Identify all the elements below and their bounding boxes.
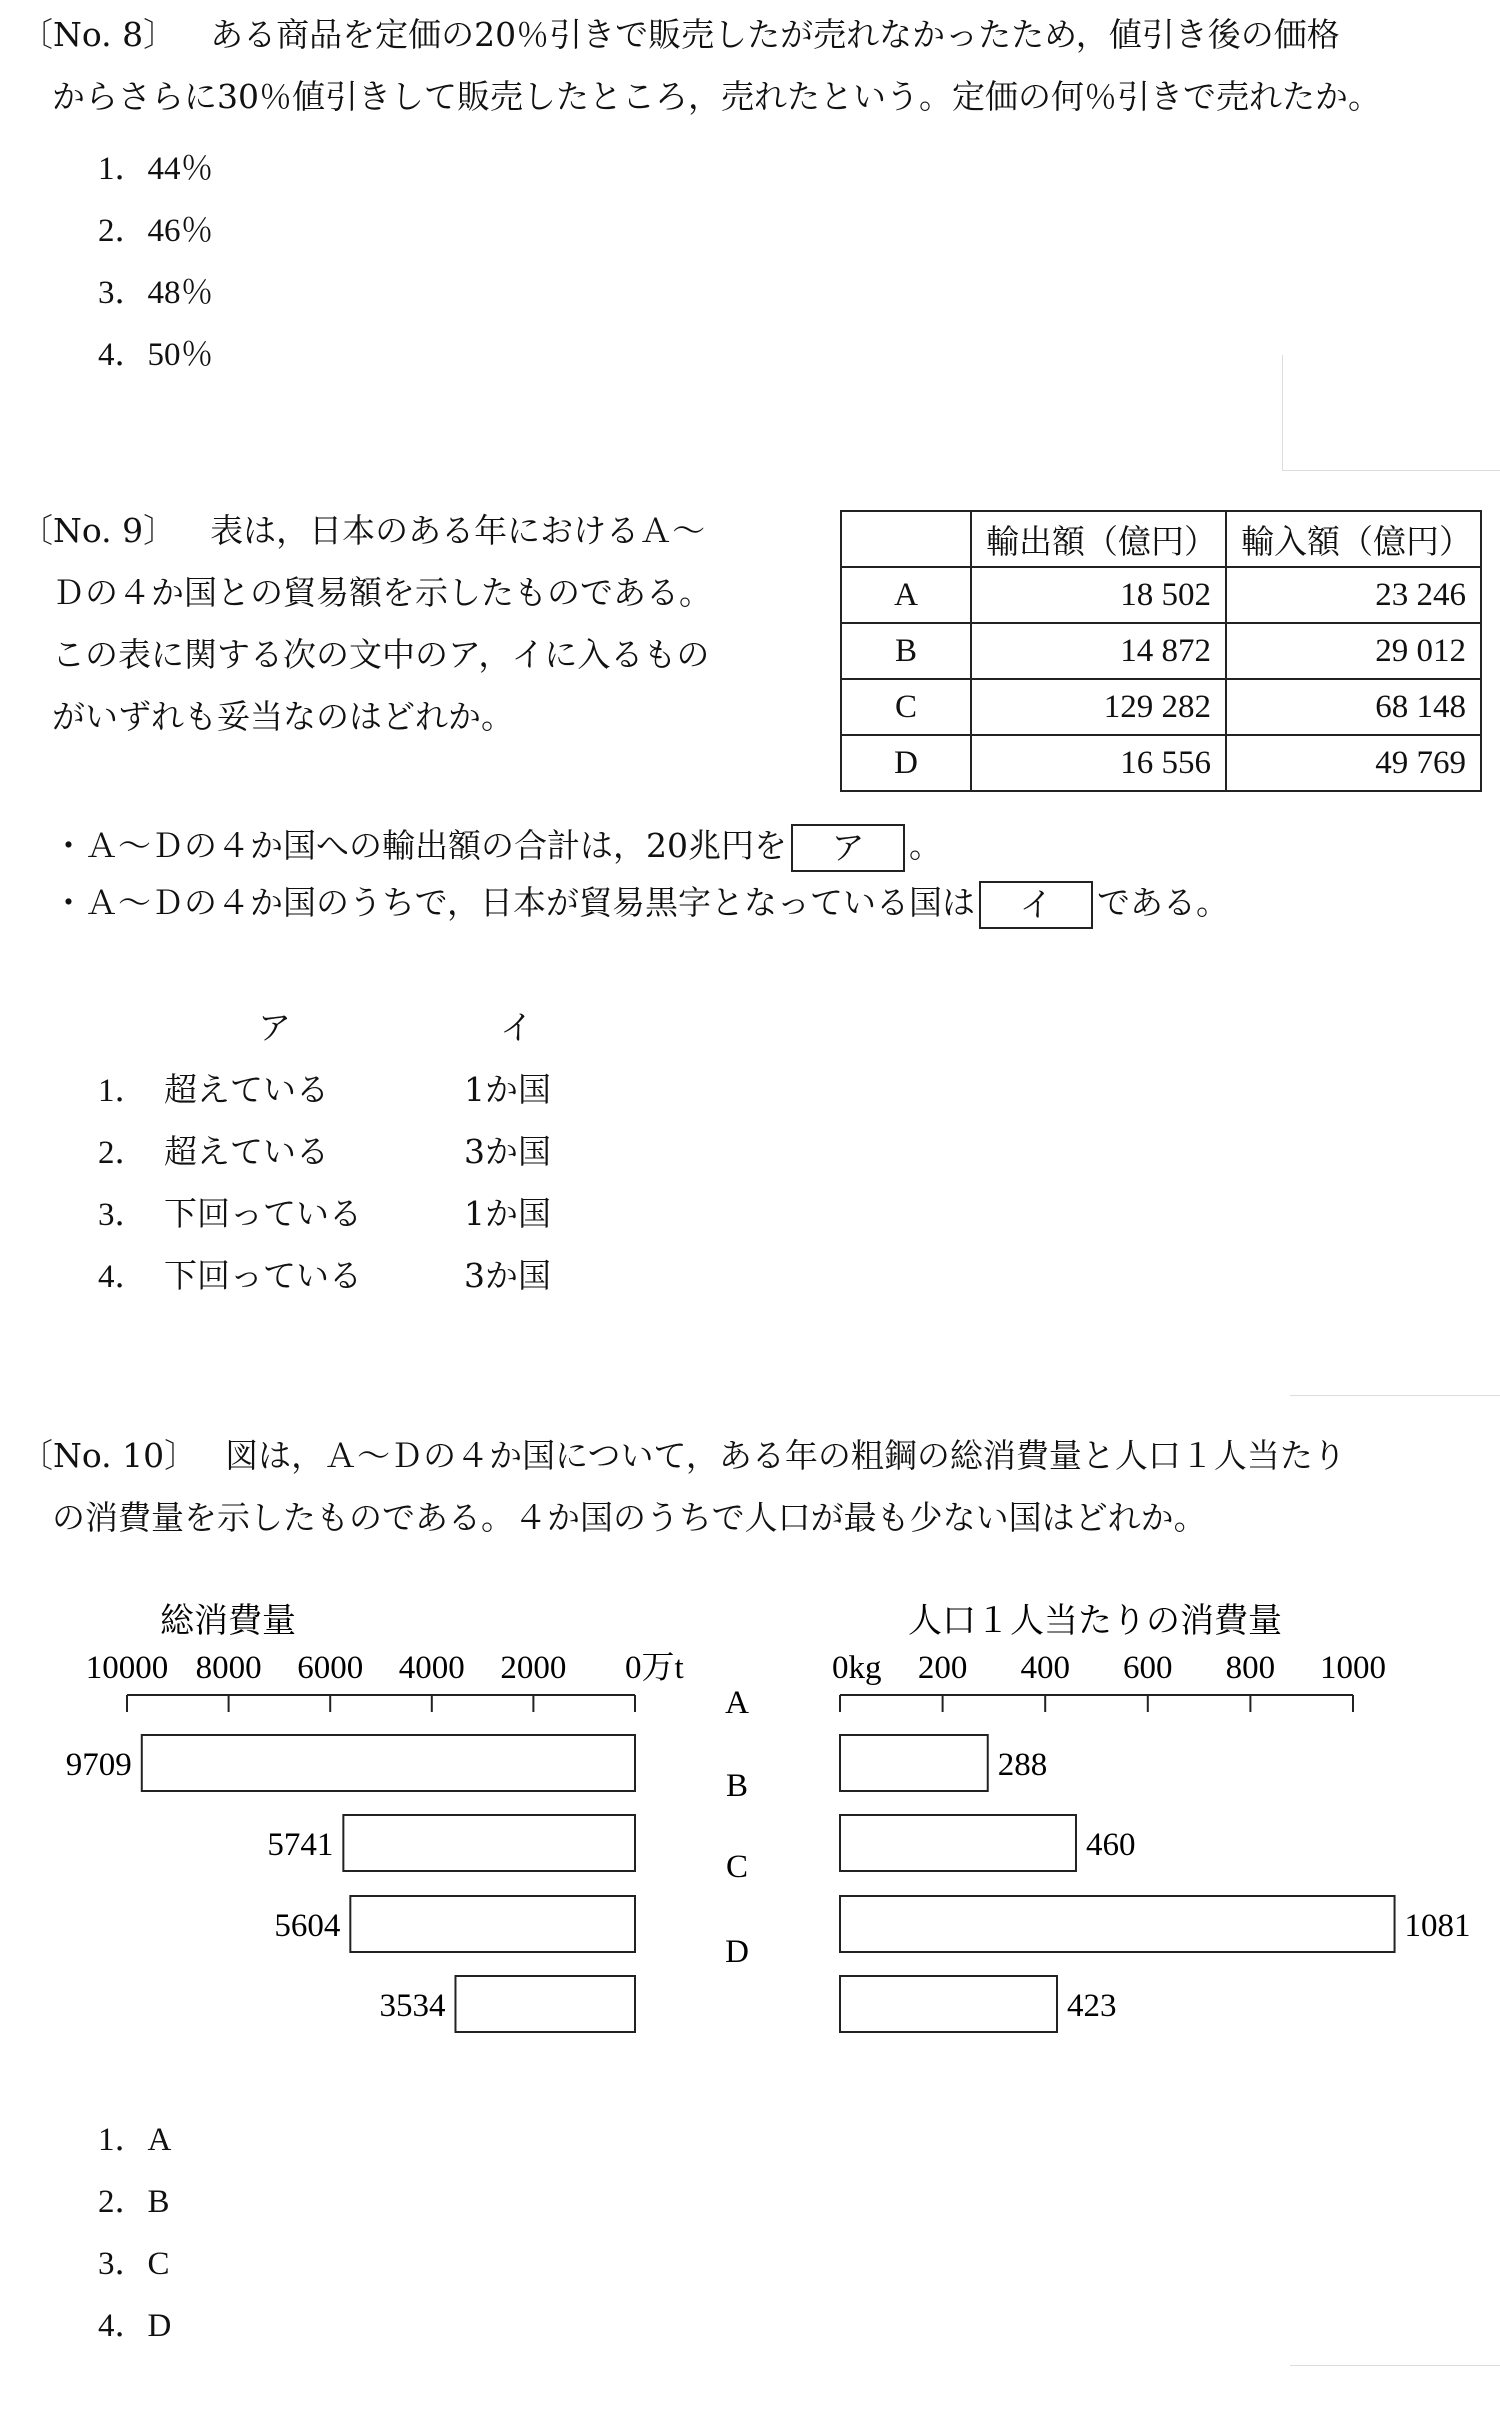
table-row [841,567,1481,623]
statement-1 [52,815,942,877]
left-tick-label: 8000 [195,1650,262,1686]
choice-a-text: 超えている [164,1132,329,1171]
q8-text-line2: からさらに30％値引きして販売したところ，売れたという。定価の何％引きで売れたか。 [52,77,1381,116]
choice-a-text: 超えている [164,1070,329,1109]
page-divider [1290,1395,1500,1396]
q9-text-line1: 表は，日本のある年におけるＡ～ [210,511,706,550]
choice-a-text: 下回っている [164,1194,362,1233]
left-bar-value-label: 5604 [274,1908,341,1944]
page-divider [1290,2365,1500,2366]
left-chart-title: 総消費量 [160,1603,296,1640]
table-header-row [841,511,1481,567]
left-bar-value-label: 9709 [65,1747,132,1783]
statement-2-text: ・Ａ～Ｄの４か国のうちで，日本が貿易黒字となっている国は [52,883,976,922]
choice-i-text: 3か国 [464,1132,551,1171]
column-header-a: ア [258,1008,291,1047]
blank-a-box: ア [791,824,905,872]
left-bar-C [350,1896,635,1952]
table-row [841,679,1481,735]
choice-i-text: 3か国 [464,1256,551,1295]
table-corner [841,511,971,567]
right-tick-label: 200 [917,1650,968,1686]
right-bar-value-label: 423 [1066,1988,1117,2024]
q10-choice-1[interactable]: 1．A [98,2122,172,2158]
table-row [841,735,1481,791]
right-chart-title: 人口１人当たりの消費量 [908,1603,1282,1640]
statement-1-end: 。 [909,826,942,865]
trade-table [840,510,1482,792]
choice-i-text: 1か国 [464,1070,551,1109]
left-tick-label: 6000 [297,1650,364,1686]
statement-2 [52,872,1229,934]
column-header-i: イ [500,1008,533,1047]
export-value: 16 556 [971,735,1226,791]
q9-text-line3: この表に関する次の文中のア，イに入るもの [52,635,710,674]
q10-choice-4[interactable]: 4．D [98,2308,172,2344]
q10-choice-3[interactable]: 3．C [98,2246,170,2282]
right-tick-label: 0kg [832,1650,882,1686]
import-value: 49 769 [1226,735,1481,791]
export-value: 129 282 [971,679,1226,735]
q8-number: 〔No. 8〕 [20,15,177,54]
q9-text-line4: がいずれも妥当なのはどれか。 [52,697,514,736]
right-bar-B [840,1815,1076,1871]
choice-number: 4． [98,1259,148,1295]
left-bar-B [343,1815,635,1871]
q9-text-line2: Ｄの４か国との貿易額を示したものである。 [52,573,712,612]
left-bar-value-label: 3534 [379,1988,446,2024]
q8-choice-1[interactable]: 1．44％ [98,151,214,187]
row-label: D [841,735,971,791]
category-label: B [725,1768,749,1804]
import-header: 輸入額（億円） [1226,511,1481,567]
q8-choice-3[interactable]: 3．48％ [98,275,214,311]
choice-a-text: 下回っている [164,1256,362,1295]
right-bar-D [840,1976,1057,2032]
steel-consumption-chart [0,1580,1500,2040]
page-divider [1282,355,1283,470]
table-row [841,623,1481,679]
left-tick-label: 0万t [625,1650,684,1686]
q8-choice-4[interactable]: 4．50％ [98,337,214,373]
export-header: 輸出額（億円） [971,511,1226,567]
left-bar-A [142,1735,635,1791]
left-tick-label: 2000 [500,1650,567,1686]
row-label: B [841,623,971,679]
left-bar-D [455,1976,635,2032]
choice-number: 3． [98,1197,148,1233]
q10-choice-2[interactable]: 2．B [98,2184,170,2220]
q10-text-line2: の消費量を示したものである。４か国のうちで人口が最も少ない国はどれか。 [52,1498,1207,1537]
right-bar-value-label: 288 [997,1747,1048,1783]
right-bar-value-label: 1081 [1404,1908,1471,1944]
left-tick-label: 4000 [398,1650,465,1686]
choice-number: 2． [98,1135,148,1171]
q8-choice-2[interactable]: 2．46％ [98,213,214,249]
q10-number: 〔No. 10〕 [20,1436,198,1475]
choice-i-text: 1か国 [464,1194,551,1233]
right-tick-label: 600 [1123,1650,1173,1686]
q10-text-line1: 図は，Ａ～Ｄの４か国について，ある年の粗鋼の総消費量と人口１人当たり [225,1436,1346,1475]
import-value: 29 012 [1226,623,1481,679]
row-label: C [841,679,971,735]
left-bar-value-label: 5741 [267,1827,334,1863]
statement-2-end: である。 [1097,883,1230,922]
q8-text-line1: ある商品を定価の20％引きで販売したが売れなかったため，値引き後の価格 [210,15,1340,54]
right-bar-C [840,1896,1395,1952]
page-divider [1282,470,1500,471]
statement-1-text: ・Ａ～Ｄの４か国への輸出額の合計は，20兆円を [52,826,787,865]
blank-i-box: イ [979,881,1093,929]
export-value: 18 502 [971,567,1226,623]
left-tick-label: 10000 [85,1650,169,1686]
right-tick-label: 400 [1020,1650,1070,1686]
category-label: D [725,1934,749,1970]
category-label: A [725,1685,749,1721]
import-value: 23 246 [1226,567,1481,623]
export-value: 14 872 [971,623,1226,679]
right-tick-label: 800 [1225,1650,1276,1686]
right-bar-A [840,1735,988,1791]
choice-number: 1． [98,1073,148,1109]
q9-number: 〔No. 9〕 [20,511,177,550]
right-tick-label: 1000 [1320,1650,1386,1686]
import-value: 68 148 [1226,679,1481,735]
row-label: A [841,567,971,623]
category-label: C [725,1849,749,1885]
right-bar-value-label: 460 [1085,1827,1136,1863]
